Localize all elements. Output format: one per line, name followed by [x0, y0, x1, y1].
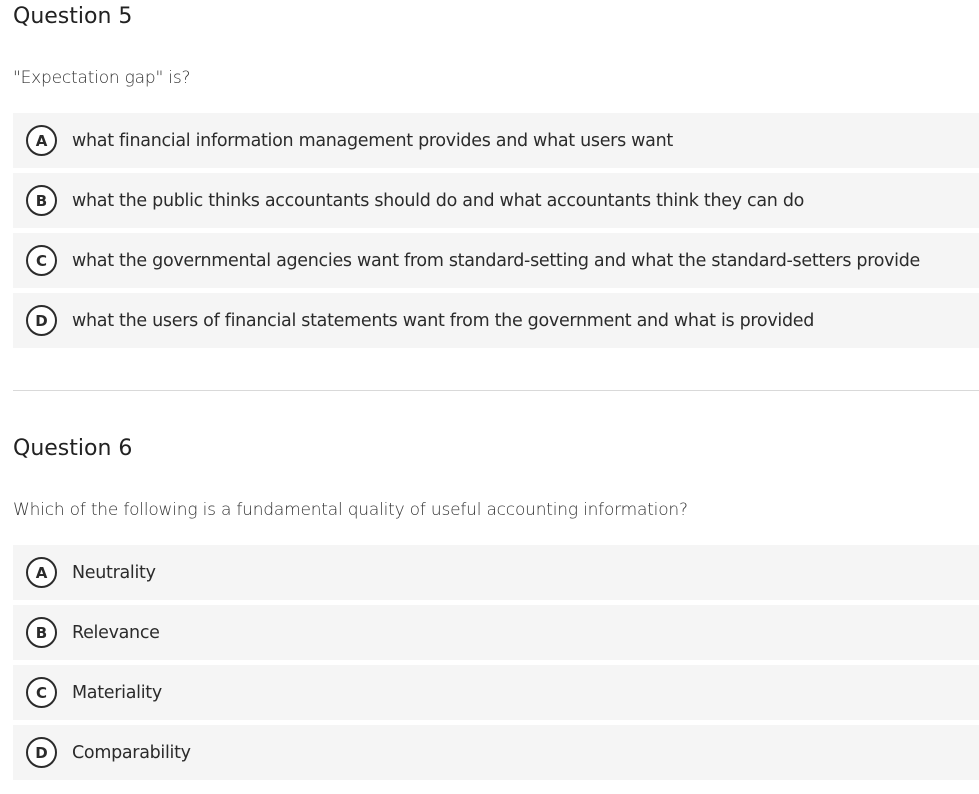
option-letter-badge: C: [26, 677, 57, 708]
option-label: what the users of financial statements want from the government and what is provided: [72, 310, 815, 331]
option-letter-badge: B: [26, 185, 57, 216]
answer-options: [13, 545, 979, 785]
question-6: [13, 432, 979, 763]
option-label: what the public thinks accountants should do and what accountants think they can do: [72, 190, 805, 211]
question-prompt: "Expectation gap" is?: [13, 68, 191, 88]
option-letter-badge: C: [26, 245, 57, 276]
option-label: what the governmental agencies want from standard-setting and what the standard-setters provide: [72, 250, 921, 271]
option-b[interactable]: [13, 173, 979, 228]
option-letter-badge: D: [26, 737, 57, 768]
option-letter-badge: A: [26, 125, 57, 156]
option-d[interactable]: [13, 293, 979, 348]
option-label: Neutrality: [72, 562, 156, 583]
option-a[interactable]: [13, 545, 979, 600]
option-letter-badge: D: [26, 305, 57, 336]
question-prompt: Which of the following is a fundamental quality of useful accounting information?: [13, 500, 688, 520]
option-a[interactable]: [13, 113, 979, 168]
question-title: Question 6: [13, 436, 133, 461]
option-b[interactable]: [13, 605, 979, 660]
option-label: Relevance: [72, 622, 160, 643]
question-divider: [13, 390, 979, 391]
option-label: Comparability: [72, 742, 191, 763]
question-5: [13, 0, 979, 331]
option-c[interactable]: [13, 233, 979, 288]
option-c[interactable]: [13, 665, 979, 720]
answer-options: [13, 113, 979, 353]
option-letter-badge: A: [26, 557, 57, 588]
option-letter-badge: B: [26, 617, 57, 648]
option-label: what financial information management provides and what users want: [72, 130, 673, 151]
option-label: Materiality: [72, 682, 162, 703]
question-title: Question 5: [13, 4, 133, 29]
option-d[interactable]: [13, 725, 979, 780]
